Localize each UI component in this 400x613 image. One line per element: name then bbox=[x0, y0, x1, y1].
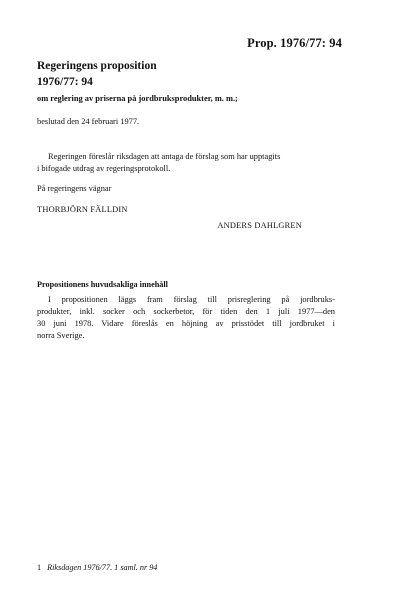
signatory-minister: ANDERS DAHLGREN bbox=[217, 221, 302, 230]
proposal-paragraph bbox=[37, 151, 335, 175]
document-title: Regeringens proposition bbox=[37, 60, 157, 72]
page-footer bbox=[37, 563, 157, 572]
document-subject: om reglering av priserna på jordbruksprodukter, m. m.; bbox=[37, 94, 238, 103]
summary-line-1-text: I propositionen läggs fram förslag till prisreglering på jordbruks- bbox=[48, 295, 335, 304]
summary-heading: Propositionens huvudsakliga innehåll bbox=[37, 280, 168, 289]
summary-line-1 bbox=[37, 294, 335, 306]
summary-line-3: 30 juni 1978. Vidare föreslås en höjning av prisstödet till jordbruket i bbox=[37, 319, 335, 328]
summary-body bbox=[37, 294, 335, 342]
proposition-reference: Prop. 1976/77: 94 bbox=[247, 36, 342, 50]
summary-line-2: produkter, inkl. socker och sockerbetor, för tiden den 1 juli 1977—den bbox=[37, 307, 335, 316]
parliament-reference: Riksdagen 1976/77. 1 saml. nr 94 bbox=[47, 563, 158, 572]
decision-date: beslutad den 24 februari 1977. bbox=[37, 117, 140, 126]
summary-line-4: norra Sverige. bbox=[37, 331, 85, 340]
proposition-number: 1976/77: 94 bbox=[37, 76, 93, 88]
on-behalf-line: På regeringens vägnar bbox=[37, 184, 112, 193]
page-number: 1 bbox=[37, 563, 42, 572]
proposal-line-1: Regeringen föreslår riksdagen att antaga de förslag som har upptagits bbox=[48, 152, 281, 161]
proposal-line-2: i bifogade utdrag av regeringsprotokoll. bbox=[37, 164, 171, 173]
signatory-prime-minister: THORBJÖRN FÄLLDIN bbox=[37, 205, 128, 214]
